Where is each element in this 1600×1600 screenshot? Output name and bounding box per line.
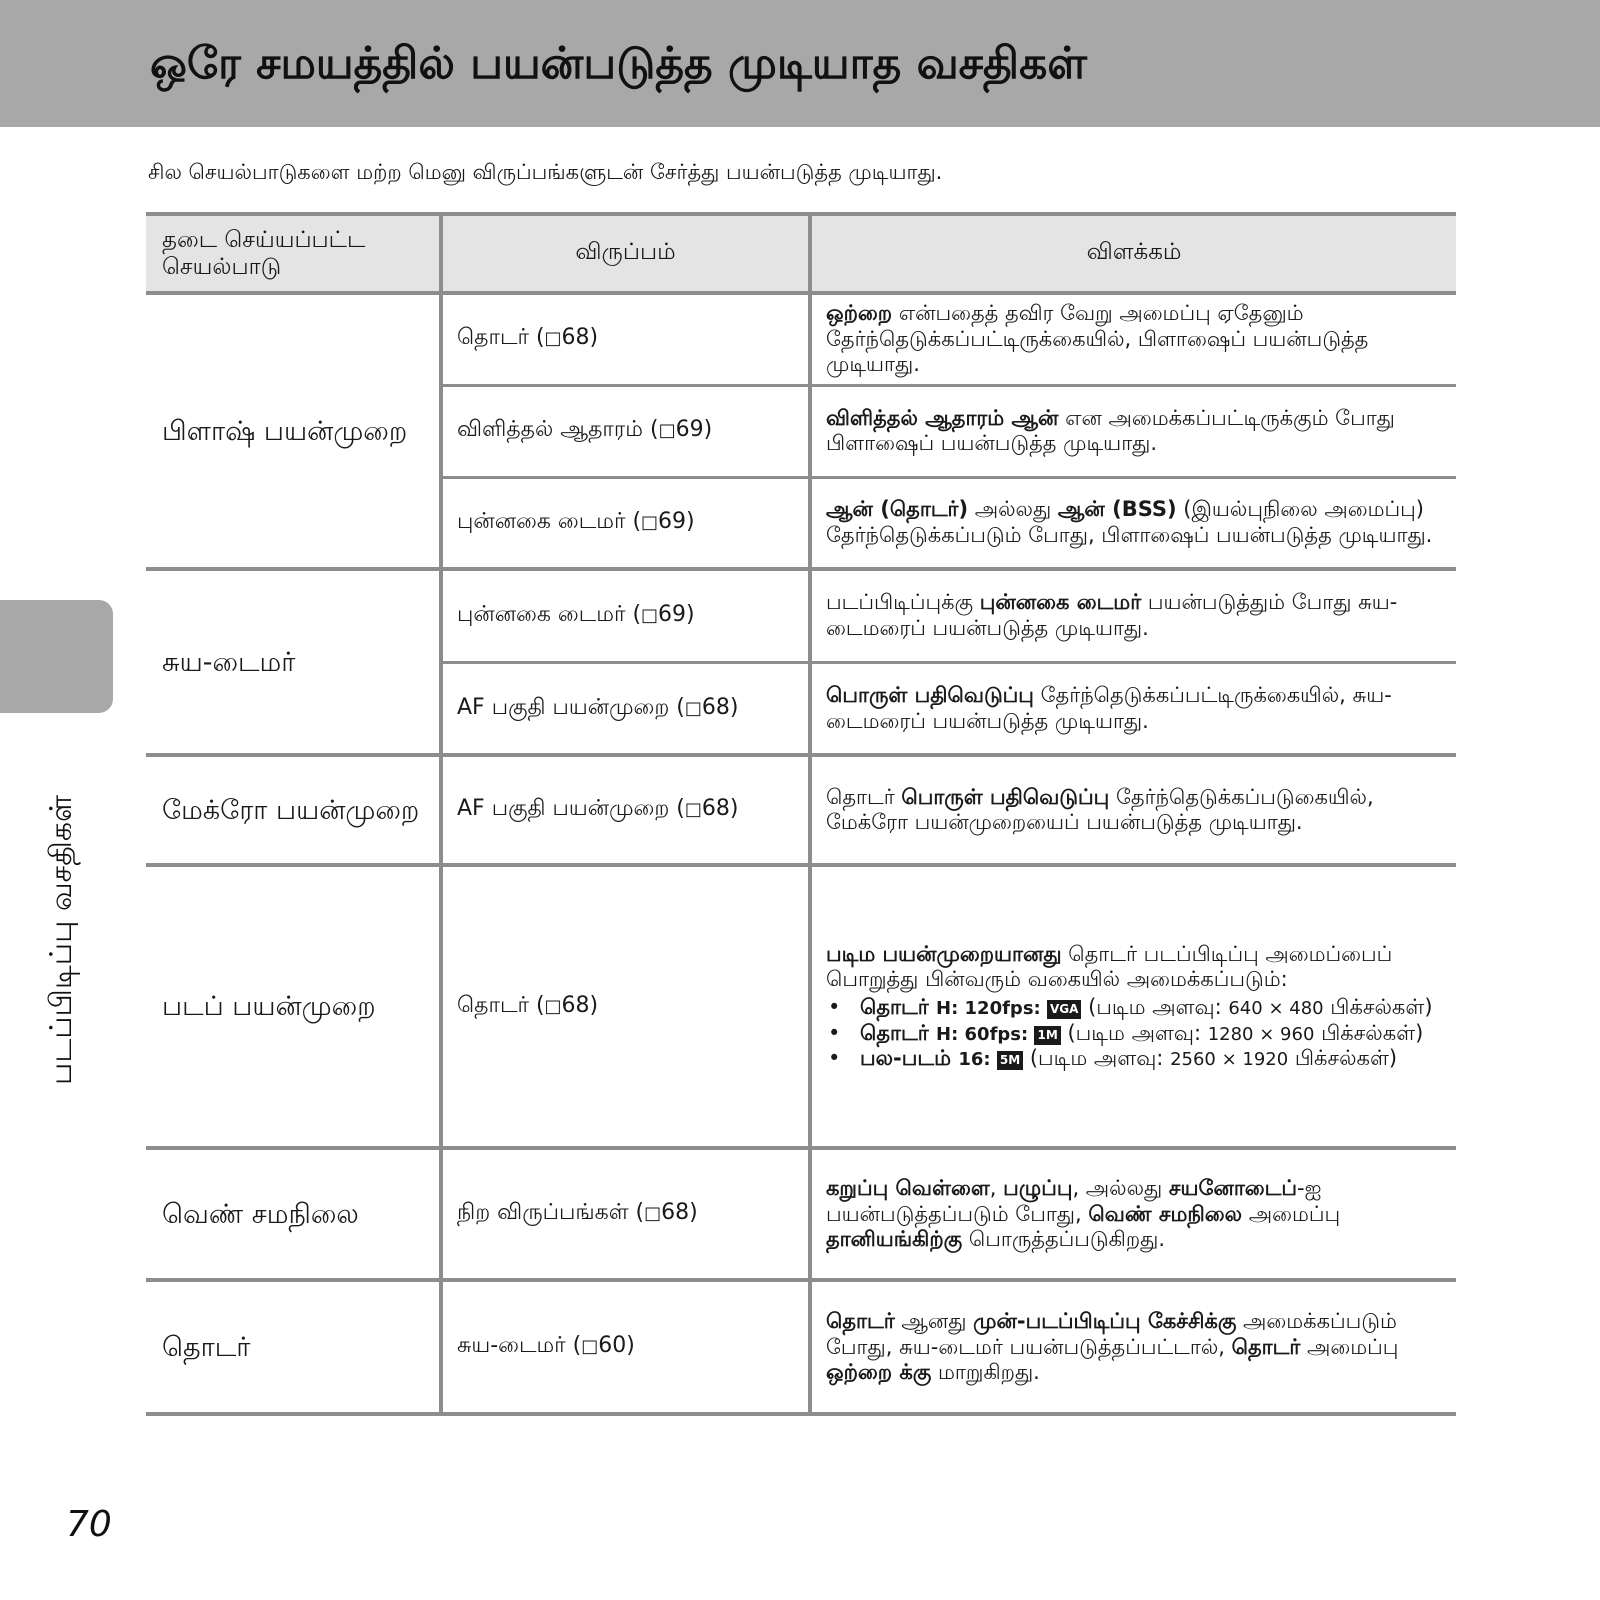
description-text: பொருத்தப்படுகிறது. <box>962 1227 1166 1252</box>
description-cell <box>810 1148 1456 1280</box>
option-cell <box>441 385 810 477</box>
feature-white-balance: வெண் சமநிலை <box>146 1148 441 1280</box>
table-header-row <box>146 214 1456 293</box>
description-text: பிக்சல்கள்) <box>1288 1046 1398 1071</box>
page-ref: 60) <box>598 1333 635 1359</box>
description-text: -ஐ பயன்படுத்தப்படும் போது, <box>826 1175 1322 1226</box>
description-text: தொடர் <box>826 784 902 809</box>
bold-term: ஒற்றை <box>826 301 893 325</box>
description-text: மாறுகிறது. <box>931 1360 1040 1385</box>
feature-macro-mode: மேக்ரோ பயன்முறை <box>146 755 441 865</box>
description-text: தேர்ந்தெடுக்கப்பட்டிருக்கையில், சுய-டைமரைப் பயன்படுத்த முடியாது. <box>826 682 1392 733</box>
table-row <box>146 865 1456 1148</box>
feature-scene-mode: படப் பயன்முறை <box>146 865 441 1148</box>
description-text: அமைப்பு <box>1242 1201 1341 1226</box>
description-text: பிக்சல்கள்) <box>1323 995 1433 1020</box>
book-reference-icon: □ <box>581 1336 599 1358</box>
page-ref: 68) <box>561 992 599 1018</box>
book-reference-icon: □ <box>641 605 659 627</box>
section-label: படப்பிடிப்பு வசதிகள் <box>44 794 79 1085</box>
bold-term: தொடர் <box>860 995 936 1020</box>
option-cell <box>441 1280 810 1414</box>
bold-term: ஒற்றை க்கு <box>826 1360 932 1385</box>
bold-term: ஆன் (தொடர்) <box>826 497 969 522</box>
description-text: படப்பிடிப்புக்கு <box>826 590 980 615</box>
table-row <box>146 755 1456 865</box>
book-reference-icon: □ <box>684 799 702 821</box>
bold-term: பொருள் பதிவெடுப்பு <box>901 784 1110 809</box>
book-reference-icon: □ <box>684 697 702 719</box>
description-text: , அல்லது <box>1072 1175 1169 1200</box>
bold-term: தானியங்கிற்கு <box>826 1227 963 1252</box>
table-row <box>146 1148 1456 1280</box>
list-item <box>826 995 1446 1021</box>
bold-term: பல-படம் <box>860 1046 959 1071</box>
option-label: சுய-டைமர் ( <box>457 1333 582 1359</box>
option-label: தொடர் ( <box>457 992 545 1018</box>
book-reference-icon: □ <box>544 995 562 1017</box>
option-label: AF பகுதி பயன்முறை ( <box>457 796 685 822</box>
bold-term: பொருள் பதிவெடுப்பு <box>826 682 1034 707</box>
description-cell <box>810 1280 1456 1414</box>
description-cell <box>810 385 1456 477</box>
page-ref: 69) <box>658 602 695 628</box>
page-ref: 69) <box>658 509 695 535</box>
bold-term: புன்னகை டைமர் <box>979 590 1142 615</box>
image-size-value: 640 × 480 <box>1228 998 1324 1020</box>
book-reference-icon: □ <box>641 512 659 534</box>
table-row <box>146 293 1456 385</box>
option-cell <box>441 569 810 662</box>
description-text: (படிம அளவு: <box>1023 1046 1171 1071</box>
book-reference-icon: □ <box>644 1203 662 1225</box>
feature-continuous: தொடர் <box>146 1280 441 1414</box>
bold-term: முன்-படப்பிடிப்பு கேச்சிக்கு <box>973 1308 1237 1333</box>
bold-term: 16: <box>958 1049 997 1071</box>
bold-term: சயனோடைப் <box>1168 1175 1297 1200</box>
description-cell <box>810 865 1456 1148</box>
vga-size-icon: VGA <box>1047 1000 1081 1019</box>
table-row <box>146 569 1456 662</box>
bold-term: தொடர் <box>826 1308 895 1333</box>
description-text: என்பதைத் தவிர வேறு அமைப்பு ஏதேனும் தேர்ந்தெடுக்கப்பட்டிருக்கையில், பிளாஷைப் பயன்படுத்த முடியாது. <box>826 301 1369 377</box>
bold-term: H: 60fps: <box>936 1023 1035 1045</box>
intro-text: சில செயல்பாடுகளை மற்ற மெனு விருப்பங்களுடன் சேர்த்து பயன்படுத்த முடியாது. <box>148 160 943 184</box>
list-item <box>826 1046 1446 1072</box>
option-label: விளித்தல் ஆதாரம் ( <box>457 417 659 443</box>
page-title: ஒரே சமயத்தில் பயன்படுத்த முடியாத வசதிகள் <box>150 38 1087 89</box>
description-cell <box>810 293 1456 385</box>
option-label: நிற விருப்பங்கள் ( <box>457 1200 645 1226</box>
page-number: 70 <box>66 1504 112 1545</box>
bold-term: விளித்தல் ஆதாரம் ஆன் <box>826 405 1059 430</box>
option-label: புன்னகை டைமர் ( <box>457 602 642 628</box>
option-label: புன்னகை டைமர் ( <box>457 509 642 535</box>
option-label: தொடர் ( <box>457 325 545 351</box>
header-description: விளக்கம் <box>810 214 1456 293</box>
5m-size-icon: 5M <box>997 1051 1023 1070</box>
bold-term: தொடர் <box>860 1020 936 1045</box>
feature-flash-mode: பிளாஷ் பயன்முறை <box>146 293 441 569</box>
page-ref: 69) <box>675 417 713 443</box>
section-tab <box>0 600 113 713</box>
option-cell <box>441 755 810 865</box>
description-text: பிக்சல்கள்) <box>1314 1020 1424 1045</box>
image-size-value: 2560 × 1920 <box>1170 1049 1289 1071</box>
image-size-value: 1280 × 960 <box>1207 1023 1315 1045</box>
bold-term: பழுப்பு <box>1003 1175 1073 1200</box>
book-reference-icon: □ <box>544 328 562 350</box>
page-ref: 68) <box>701 796 739 822</box>
bold-term: H: 120fps: <box>936 998 1047 1020</box>
description-cell <box>810 662 1456 755</box>
book-reference-icon: □ <box>658 420 676 442</box>
description-cell <box>810 755 1456 865</box>
bold-term: ஆன் (BSS) <box>1057 497 1177 522</box>
bold-term: படிம பயன்முறையானது <box>826 941 1062 966</box>
option-cell <box>441 477 810 569</box>
description-cell <box>810 569 1456 662</box>
page-ref: 68) <box>561 325 599 351</box>
1m-size-icon: 1M <box>1034 1026 1060 1045</box>
restrictions-table <box>146 212 1456 1416</box>
page-ref: 68) <box>701 694 739 720</box>
option-cell <box>441 1148 810 1280</box>
description-text: தொடர் படப்பிடிப்பு அமைப்பைப் பொறுத்து பின்வரும் வகையில் அமைக்கப்படும்: <box>826 941 1393 992</box>
option-cell <box>441 865 810 1148</box>
option-label: AF பகுதி பயன்முறை ( <box>457 694 685 720</box>
header-restricted-function: தடை செய்யப்பட்ட செயல்பாடு <box>146 214 441 293</box>
description-text: ஆனது <box>894 1308 974 1333</box>
header-option: விருப்பம் <box>441 214 810 293</box>
image-mode-list <box>826 995 1446 1072</box>
description-text: என அமைக்கப்பட்டிருக்கும் போது பிளாஷைப் பயன்படுத்த முடியாது. <box>826 405 1395 456</box>
description-text: அல்லது <box>968 497 1058 522</box>
option-cell <box>441 662 810 755</box>
description-text: அமைக்கப்படும் போது, சுய-டைமர் பயன்படுத்தப்பட்டால், <box>826 1308 1397 1359</box>
bold-term: கறுப்பு வெள்ளை <box>826 1175 990 1200</box>
description-text: அமைப்பு <box>1300 1334 1399 1359</box>
feature-self-timer: சுய-டைமர் <box>146 569 441 755</box>
description-cell <box>810 477 1456 569</box>
description-text: (இயல்புநிலை அமைப்பு) தேர்ந்தெடுக்கப்படும் போது, பிளாஷைப் பயன்படுத்த முடியாது. <box>826 497 1433 548</box>
list-item <box>826 1021 1446 1047</box>
page-ref: 68) <box>661 1200 698 1226</box>
description-text: , <box>989 1175 1004 1200</box>
table-row <box>146 1280 1456 1414</box>
bold-term: தொடர் <box>1231 1334 1301 1359</box>
description-text: தேர்ந்தெடுக்கப்படுகையில், மேக்ரோ பயன்முறையைப் பயன்படுத்த முடியாது. <box>826 784 1374 835</box>
bold-term: வெண் சமநிலை <box>1088 1201 1243 1226</box>
description-text: (படிம அளவு: <box>1081 995 1229 1020</box>
option-cell <box>441 293 810 385</box>
description-text: பயன்படுத்தும் போது சுய-டைமரைப் பயன்படுத்த முடியாது. <box>826 590 1398 641</box>
description-text: (படிம அளவு: <box>1060 1020 1208 1045</box>
